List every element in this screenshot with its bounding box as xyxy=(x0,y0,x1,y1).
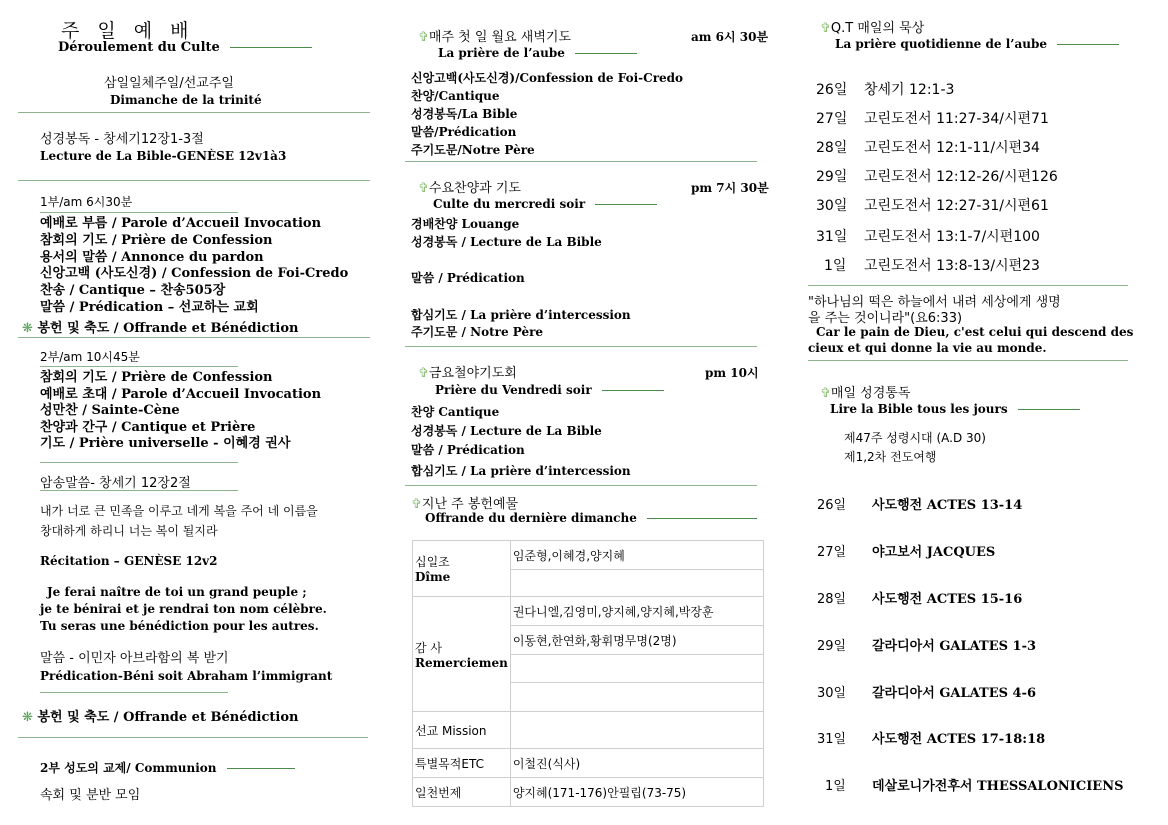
friday-french: Prière du Vendredi soir xyxy=(435,383,664,397)
offering-row xyxy=(22,706,298,725)
dawn-prayer-title: ✞매주 첫 일 월요 새벽기도 xyxy=(418,30,572,45)
special-label: 특별목적ETC xyxy=(413,749,511,778)
thanks-names: 권다니엘,김영미,양지혜,양지혜,박장훈 xyxy=(510,597,763,626)
bible-day-row: 30일 갈라디아서 GALATES 4-6 xyxy=(817,686,1037,701)
dawn-item: 성경봉독/La Bible xyxy=(411,107,518,121)
thanks-names: 이동현,한연화,황휘명무명(2명) xyxy=(510,626,763,655)
sermon-french: Prédication-Béni soit Abraham l’immigrant xyxy=(40,669,333,683)
cross-icon: ✞ xyxy=(418,366,429,381)
special-names: 이철진(식사) xyxy=(510,749,763,778)
qt-day-row: 30일 고린도전서 12:27-31/시편61 xyxy=(816,198,1049,214)
wednesday-time: pm 7시 30분 xyxy=(691,181,769,195)
service1-item: 찬송 / Cantique – 찬송505장 xyxy=(40,283,226,299)
bible-week-sub: 제1,2차 전도여행 xyxy=(844,450,937,464)
cross-icon: ✞ xyxy=(418,30,429,45)
weekly-meetings-column xyxy=(405,0,769,825)
bible-day-row: 31일 사도행전 ACTES 17-18:18 xyxy=(817,732,1046,747)
wednesday-item: 성경봉독 / Lecture de La Bible xyxy=(411,235,602,249)
service2-item: 성만찬 / Sainte-Cène xyxy=(40,403,180,419)
flower-icon: ❋ xyxy=(22,710,33,725)
cross-icon: ✞ xyxy=(418,181,429,196)
bible-reading-french: Lire la Bible tous les jours xyxy=(830,402,1080,416)
service2-item: 참회의 기도 / Prière de Confession xyxy=(40,370,273,385)
offering-table xyxy=(412,540,764,807)
thousand-offering-names: 양지혜(171-176)안필립(73-75) xyxy=(510,778,763,807)
bible-day-row: 29일 갈라디아서 GALATES 1-3 xyxy=(817,639,1037,654)
wednesday-item: 주기도문 / Notre Père xyxy=(411,325,544,339)
scripture-reading-korean: 성경봉독 - 창세기12장1-3절 xyxy=(40,132,204,147)
service1-item: 말씀 / Prédication – 선교하는 교회 xyxy=(40,299,259,315)
qt-day-row: 28일 고린도전서 12:1-11/시편34 xyxy=(816,140,1040,156)
quote-korean: 을 주는 것이니라"(요6:33) xyxy=(808,311,963,326)
service1-item: 예배로 부름 / Parole d’Accueil Invocation xyxy=(40,216,322,231)
dawn-prayer-french: La prière de l’aube xyxy=(438,46,637,60)
flower-icon: ❋ xyxy=(22,321,33,336)
friday-title: ✞금요철야기도회 xyxy=(418,366,517,381)
bible-week: 제47주 성령시대 (A.D 30) xyxy=(844,431,986,445)
communion-row: 2부 성도의 교제/ Communion xyxy=(40,759,295,776)
quote-korean: "하나님의 떡은 하늘에서 내려 세상에게 생명 xyxy=(808,295,1061,310)
qt-french: La prière quotidienne de l’aube xyxy=(835,37,1119,51)
bible-reading-title: ✞매일 성경통독 xyxy=(820,386,911,401)
qt-day-row: 1일 고린도전서 13:8-13/시편23 xyxy=(824,258,1040,274)
dawn-prayer-list xyxy=(411,69,683,159)
friday-item: 합심기도 / La prière d’intercession xyxy=(411,464,631,478)
title-french: Déroulement du Culte xyxy=(58,40,312,55)
bible-day-row: 1일 데살로니가전후서 THESSALONICIENS xyxy=(825,779,1124,794)
recitation-title: Récitation – GENÈSE 12v2 xyxy=(40,554,218,568)
offering-french: Offrande du dernière dimanche xyxy=(425,511,757,525)
dawn-item: 찬양/Cantique xyxy=(411,89,500,103)
qt-day-row: 26일 창세기 12:1-3 xyxy=(816,82,955,98)
service1-offering-row xyxy=(22,317,298,336)
qt-title: ✞Q.T 매일의 묵상 xyxy=(820,21,925,36)
service2-list xyxy=(40,370,321,453)
service1-header: 1부/am 6시30분 xyxy=(40,195,133,209)
mission-names xyxy=(510,712,763,749)
sunday-name-french: Dimanche de la trinité xyxy=(110,93,262,107)
wednesday-french: Culte du mercredi soir xyxy=(433,197,657,211)
service2-item: 기도 / Prière universelle - 이혜경 권사 xyxy=(40,436,291,452)
cross-icon: ✞ xyxy=(411,497,422,512)
dawn-prayer-time: am 6시 30분 xyxy=(691,30,769,44)
service1-item: 용서의 말씀 / Annonce du pardon xyxy=(40,249,264,265)
dawn-item: 신앙고백(사도신경)/Confession de Foi-Credo xyxy=(411,71,684,85)
mission-label: 선교 Mission xyxy=(413,712,511,749)
empty-cell xyxy=(510,655,763,683)
quote-french: Car le pain de Dieu, c'est celui qui descend des xyxy=(816,325,1134,339)
qt-day-row: 31일 고린도전서 13:1-7/시편100 xyxy=(816,229,1040,245)
recitation-text: Je ferai naître de toi un grand peuple ; je te bénirai et je rendrai ton nom célèbre. Tu seras une bénédiction pour les autres. xyxy=(40,585,327,633)
bible-day-row: 28일 사도행전 ACTES 15-16 xyxy=(817,592,1023,607)
wednesday-item: 경배찬양 Louange xyxy=(411,217,520,231)
dawn-item: 말씀/Prédication xyxy=(411,125,517,139)
qt-day-row: 27일 고린도전서 11:27-34/시편71 xyxy=(816,111,1049,127)
title-korean: 주 일 예 배 xyxy=(61,20,195,42)
wednesday-item: 말씀 / Prédication xyxy=(411,271,525,285)
service1-list xyxy=(40,216,348,317)
tithe-label-cell: 십일조 Dîme xyxy=(413,541,511,597)
friday-item: 말씀 / Prédication xyxy=(411,443,525,457)
quote-french: cieux et qui donne la vie au monde. xyxy=(808,341,1047,355)
wednesday-item: 합심기도 / La prière d’intercession xyxy=(411,308,631,322)
friday-item: 성경봉독 / Lecture de La Bible xyxy=(411,424,602,438)
small-group-meeting: 속회 및 분반 모임 xyxy=(40,788,141,803)
worship-order-column xyxy=(18,0,370,825)
thousand-offering-label: 일천번제 xyxy=(413,778,511,807)
sermon-korean: 말씀 - 이민자 아브라함의 복 받기 xyxy=(40,651,229,666)
service1-item: 참회의 기도 / Prière de Confession xyxy=(40,232,273,248)
friday-time: pm 10시 xyxy=(705,366,759,380)
memory-verse-korean: 암송말씀- 창세기 12장2절 xyxy=(40,476,191,491)
bible-day-row: 27일 야고보서 JACQUES xyxy=(817,545,996,560)
service2-header: 2부/am 10시45분 xyxy=(40,350,140,364)
memory-text-line: 내가 너로 큰 민족을 이루고 네게 복을 주어 네 이름을 xyxy=(40,504,318,518)
empty-cell xyxy=(510,570,763,597)
scripture-reading-french: Lecture de La Bible-GENÈSE 12v1à3 xyxy=(40,149,287,163)
qt-day-row: 29일 고린도전서 12:12-26/시편126 xyxy=(816,169,1058,185)
friday-item: 찬양 Cantique xyxy=(411,405,500,419)
tithe-names: 임준형,이혜경,양지혜 xyxy=(510,541,763,570)
empty-cell xyxy=(510,683,763,712)
thanks-label-cell: 감 사 Remerciemen xyxy=(413,597,511,712)
offering-label: 봉헌 및 축도 / Offrande et Bénédiction xyxy=(37,710,299,725)
sunday-name-korean: 삼일일체주일/선교주일 xyxy=(104,76,234,91)
wednesday-title: ✞수요찬양과 기도 xyxy=(418,181,521,196)
offering-title: ✞지난 주 봉헌예물 xyxy=(411,497,519,512)
cross-icon: ✞ xyxy=(820,21,831,36)
daily-devotion-column xyxy=(808,0,1153,825)
service2-item: 찬양과 간구 / Cantique et Prière xyxy=(40,419,256,435)
bible-day-row: 26일 사도행전 ACTES 13-14 xyxy=(817,498,1023,513)
memory-text-line: 창대하게 하리니 너는 복이 될지라 xyxy=(40,524,218,538)
service1-item: 봉헌 및 축도 / Offrande et Bénédiction xyxy=(37,321,299,336)
service2-item: 예배로 초대 / Parole d’Accueil Invocation xyxy=(40,386,322,402)
service1-item: 신앙고백 (사도신경) / Confession de Foi-Credo xyxy=(40,266,349,282)
dawn-item: 주기도문/Notre Père xyxy=(411,143,535,157)
cross-icon: ✞ xyxy=(820,386,831,401)
